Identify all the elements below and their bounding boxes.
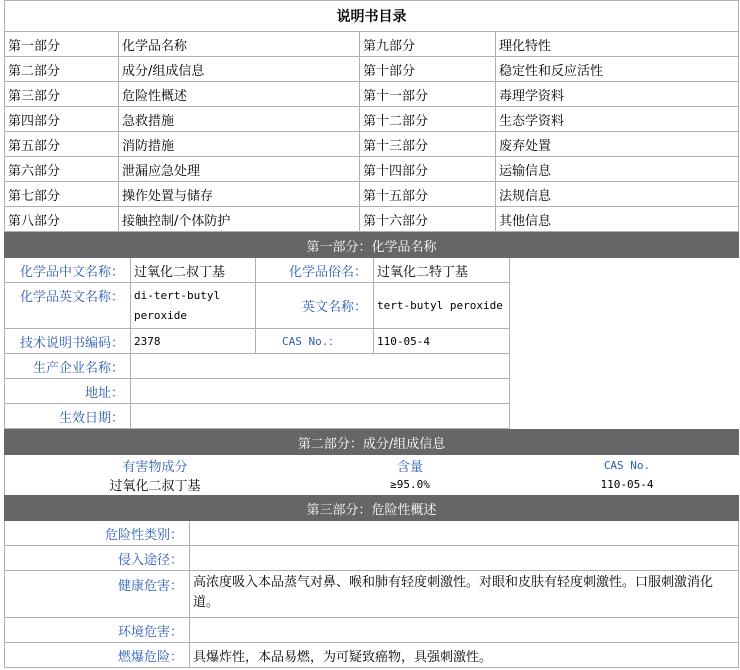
date-label: 生效日期： [5,404,131,429]
toc-part-left[interactable]: 第六部分 [5,157,119,182]
toc-row [5,57,739,82]
maker-label: 生产企业名称： [5,354,131,379]
toc-table [4,0,739,232]
toc-title-right[interactable]: 运输信息 [496,157,739,182]
common-name-value: 过氧化二特丁基 [374,258,510,283]
en-alt-value: tert-butyl peroxide [374,283,510,329]
empty-space [510,258,739,429]
toc-part-left[interactable]: 第五部分 [5,132,119,157]
en-name-value [131,283,256,329]
toc-row [5,182,739,207]
section-3-header: 第三部分：危险性概述 [5,496,739,521]
component-value: 过氧化二叔丁基 [109,479,201,494]
toc-part-right[interactable]: 第十四部分 [360,157,496,182]
toc-part-right[interactable]: 第十五部分 [360,182,496,207]
cas-no-value: 110-05-4 [600,478,654,491]
toc-part-left[interactable]: 第七部分 [5,182,119,207]
fire-label: 燃爆危险： [5,643,190,668]
address-label: 地址： [5,379,131,404]
toc-title-right[interactable]: 法规信息 [496,182,739,207]
env-value [190,618,739,643]
cn-name-value: 过氧化二叔丁基 [131,258,256,283]
toc-title-left[interactable]: 急救措施 [119,107,360,132]
toc-part-right[interactable]: 第九部分 [360,32,496,57]
common-name-label: 化学品俗名： [256,258,374,283]
section-3-table [4,495,739,668]
toc-part-left[interactable]: 第三部分 [5,82,119,107]
hazard-class-label: 危险性类别： [5,521,190,546]
msds-document [4,0,738,668]
toc-title-right[interactable]: 毒理学资料 [496,82,739,107]
toc-part-left[interactable]: 第一部分 [5,32,119,57]
section-2-table [4,429,739,495]
toc-row [5,107,739,132]
toc-title-left[interactable]: 危险性概述 [119,82,360,107]
health-label: 健康危害： [5,571,190,618]
date-value [131,404,510,429]
doc-title: 说明书目录 [5,1,739,32]
toc-part-right[interactable]: 第十六部分 [360,207,496,232]
cas-col-header: CAS No. [603,458,651,472]
toc-part-right[interactable]: 第十部分 [360,57,496,82]
en-name-label: 化学品英文名称： [5,283,131,329]
en-alt-label: 英文名称： [256,283,374,329]
fire-value: 具爆炸性，本品易燃，为可疑致癌物，具强刺激性。 [190,643,739,668]
en-name-line1: di-tert-butyl [134,288,221,302]
section-1-header: 第一部分：化学品名称 [5,233,739,258]
toc-part-right[interactable]: 第十二部分 [360,107,496,132]
toc-part-left[interactable]: 第四部分 [5,107,119,132]
toc-row [5,207,739,232]
toc-title-left[interactable]: 接触控制/个体防护 [119,207,360,232]
toc-row [5,82,739,107]
toc-part-left[interactable]: 第二部分 [5,57,119,82]
content-col-header: 含量 [396,459,423,475]
content-value: ≥95.0% [390,478,430,491]
health-value: 高浓度吸入本品蒸气对鼻、喉和肺有轻度刺激性。对眼和皮肤有轻度刺激性。口服刺激消化道。 [190,571,739,618]
toc-row [5,132,739,157]
toc-title-right[interactable]: 理化特性 [496,32,739,57]
toc-title-left[interactable]: 成分/组成信息 [119,57,360,82]
toc-title-right[interactable]: 生态学资料 [496,107,739,132]
toc-title-right[interactable]: 其他信息 [496,207,739,232]
cas-value: 110-05-4 [374,329,510,354]
env-label: 环境危害： [5,618,190,643]
toc-title-right[interactable]: 废弃处置 [496,132,739,157]
tech-code-value: 2378 [131,329,256,354]
hazard-class-value [190,521,739,546]
cn-name-label: 化学品中文名称： [5,258,131,283]
maker-value [131,354,510,379]
route-value [190,546,739,571]
toc-title-left[interactable]: 化学品名称 [119,32,360,57]
toc-part-right[interactable]: 第十三部分 [360,132,496,157]
section-1-table [4,232,739,429]
section-2-header: 第二部分：成分/组成信息 [5,430,739,455]
toc-row [5,157,739,182]
toc-part-left[interactable]: 第八部分 [5,207,119,232]
toc-title-left[interactable]: 消防措施 [119,132,360,157]
toc-title-left[interactable]: 泄漏应急处理 [119,157,360,182]
en-name-line2: peroxide [134,308,187,322]
cas-label: CAS No.： [256,329,374,354]
component-col-header: 有害物成分 [122,459,188,475]
toc-title-right[interactable]: 稳定性和反应活性 [496,57,739,82]
toc-part-right[interactable]: 第十一部分 [360,82,496,107]
route-label: 侵入途径： [5,546,190,571]
toc-title-left[interactable]: 操作处置与储存 [119,182,360,207]
toc-row [5,32,739,57]
tech-code-label: 技术说明书编码： [5,329,131,354]
address-value [131,379,510,404]
